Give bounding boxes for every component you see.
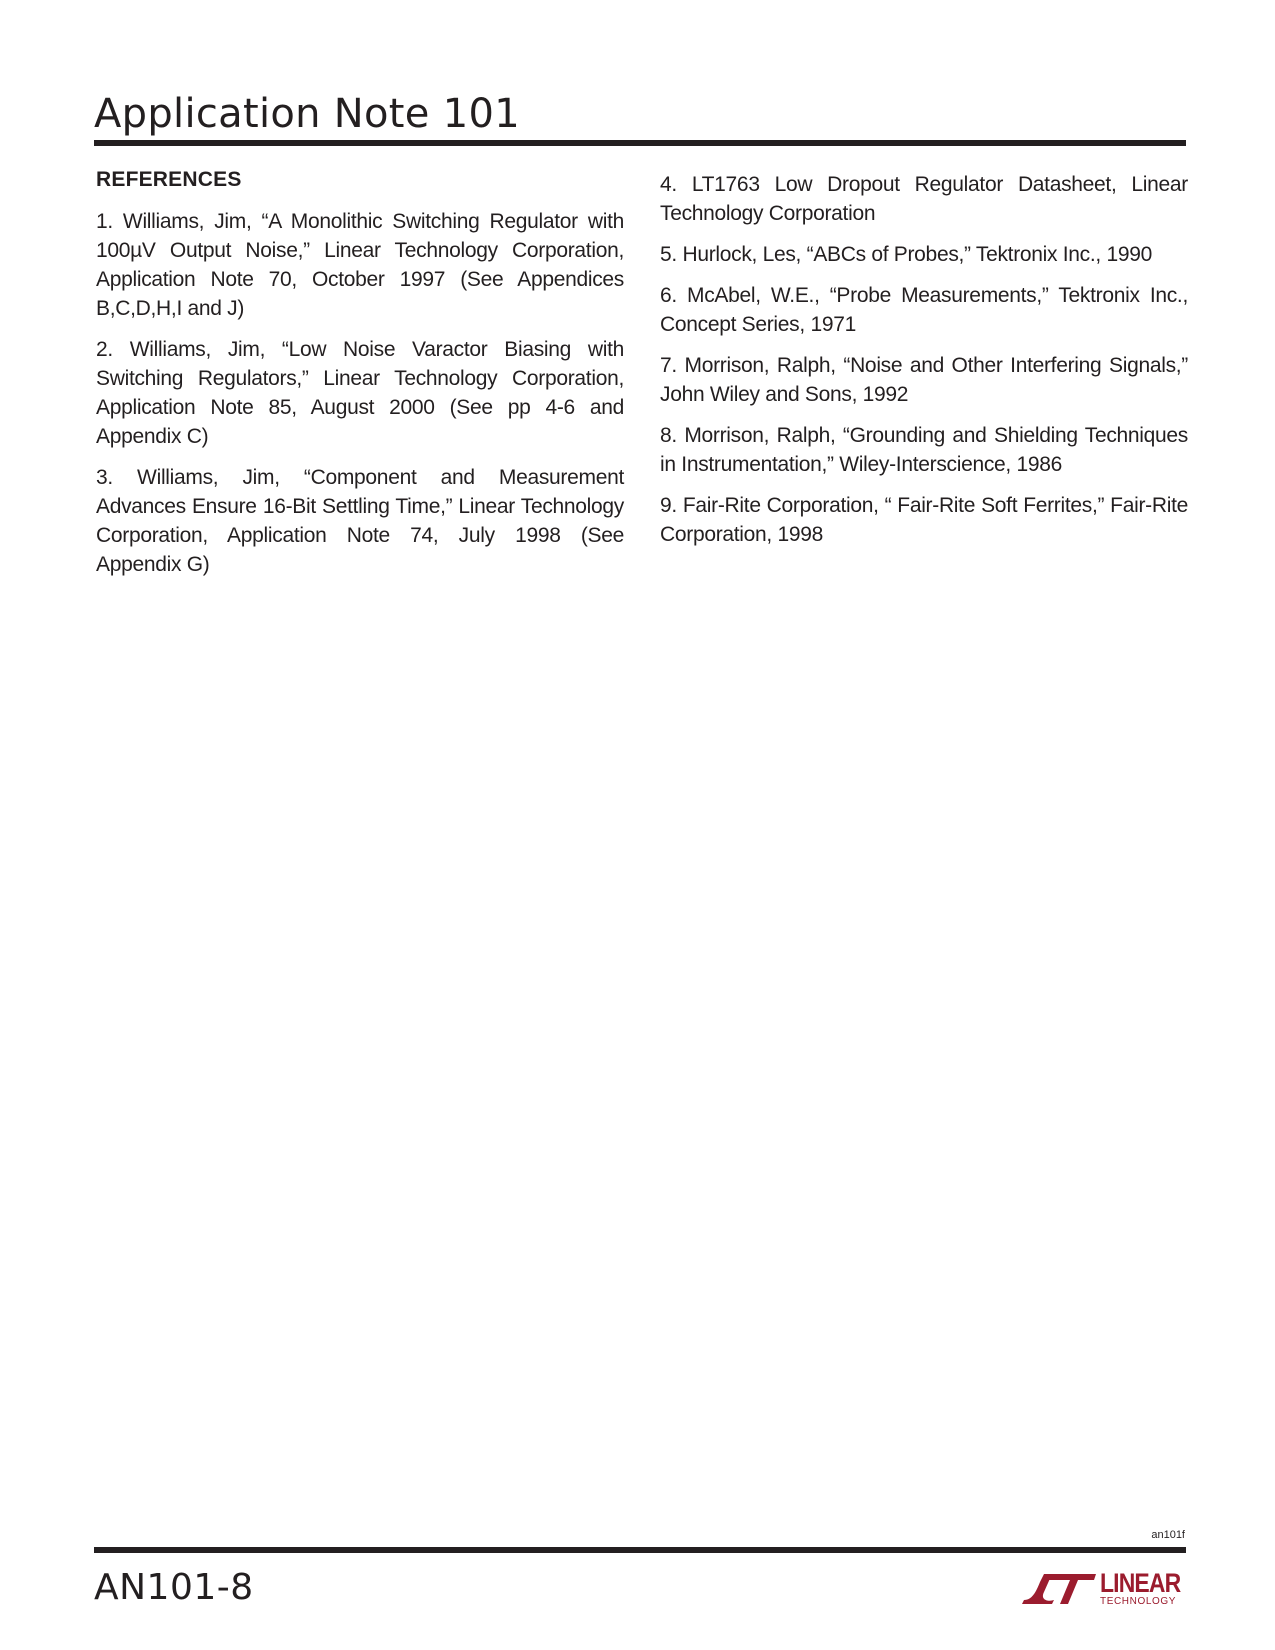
reference-item: 5. Hurlock, Les, “ABCs of Probes,” Tektronix Inc., 1990 [660,243,1153,266]
logo-subtitle: TECHNOLOGY [1100,1596,1177,1607]
lt-logo-icon [1018,1570,1098,1606]
linear-technology-logo [1018,1570,1186,1610]
page-title: Application Note 101 [94,91,520,137]
reference-item: 4. LT1763 Low Dropout Regulator Datasheet, Linear Technology Corporation [660,173,1188,225]
reference-item: 2. Williams, Jim, “Low Noise Varactor Biasing with Switching Regulators,” Linear Technology Corporation, Application Note 85, August 2000 (See pp 4-6 and Appendix C) [96,338,624,448]
reference-item: 6. McAbel, W.E., “Probe Measurements,” Tektronix Inc., Concept Series, 1971 [660,284,1188,336]
reference-item: 1. Williams, Jim, “A Monolithic Switching Regulator with 100µV Output Noise,” Linear Technology Corporation, Application Note 70, October 1997 (See Appendices B,C,D,H,I and J) [96,210,624,320]
page-number: AN101-8 [94,1567,254,1608]
header-rule [94,140,1186,146]
references-heading: REFERENCES [96,168,242,191]
references-column-left [96,165,624,591]
logo-wordmark: LINEAR [1100,1568,1181,1598]
reference-item: 7. Morrison, Ralph, “Noise and Other Interfering Signals,” John Wiley and Sons, 1992 [660,354,1188,406]
reference-item: 3. Williams, Jim, “Component and Measurement Advances Ensure 16-Bit Settling Time,” Linear Technology Corporation, Application Note 74, July 1998 (See Appendix G) [96,466,624,576]
references-column-right [660,170,1188,561]
reference-item: 9. Fair-Rite Corporation, “ Fair-Rite Soft Ferrites,” Fair-Rite Corporation, 1998 [660,494,1188,546]
reference-item: 8. Morrison, Ralph, “Grounding and Shielding Techniques in Instrumentation,” Wiley-Interscience, 1986 [660,424,1188,476]
document-code: an101f [1151,1529,1185,1541]
footer-rule [94,1547,1186,1553]
